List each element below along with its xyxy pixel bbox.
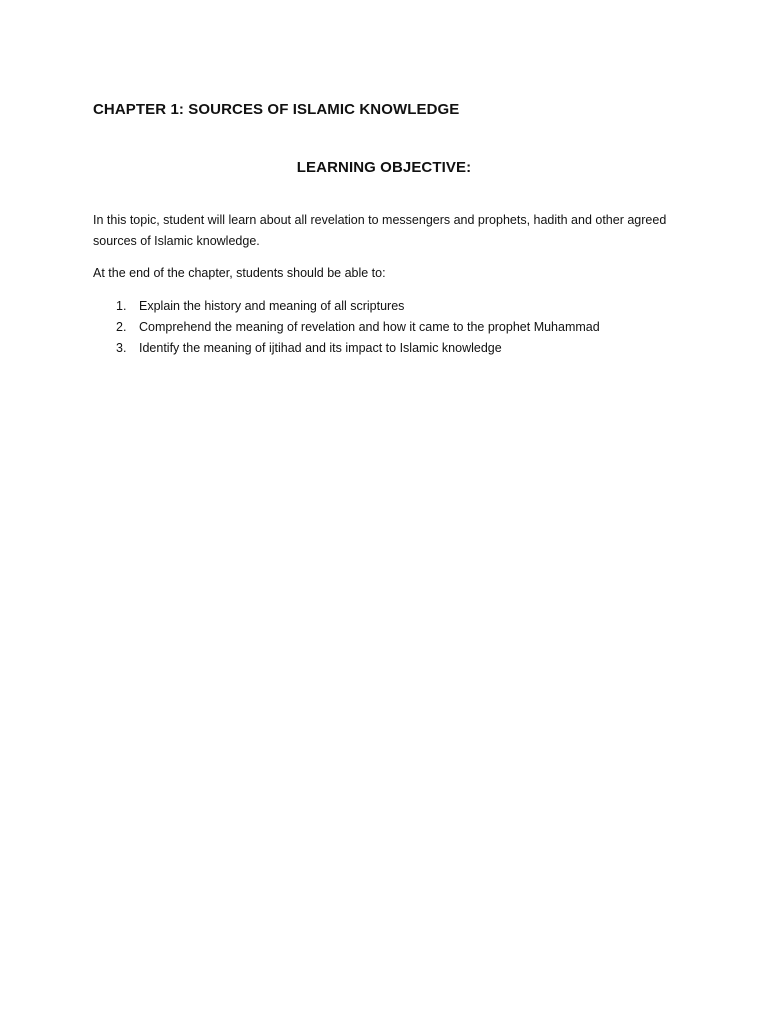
chapter-title: CHAPTER 1: SOURCES OF ISLAMIC KNOWLEDGE	[93, 101, 460, 118]
objective-text: Identify the meaning of ijtihad and its impact to Islamic knowledge	[139, 341, 502, 355]
objective-text: Explain the history and meaning of all scriptures	[139, 299, 405, 313]
objective-number-label: 2.	[116, 320, 127, 334]
objective-item-3	[93, 339, 600, 360]
objective-number-label: 3.	[116, 341, 127, 355]
intro-paragraph: In this topic, student will learn about all revelation to messengers and prophets, hadith and other agreed sources of Islamic knowledge.	[93, 213, 667, 248]
objective-number-label: 1.	[116, 299, 127, 313]
objective-item-2	[93, 318, 600, 339]
objective-item-1	[93, 297, 600, 318]
objective-number	[93, 297, 139, 318]
objective-text: Comprehend the meaning of revelation and how it came to the prophet Muhammad	[139, 320, 600, 334]
objectives-list	[93, 297, 600, 360]
objective-number	[93, 339, 139, 360]
objective-number	[93, 318, 139, 339]
learning-objective-heading: LEARNING OBJECTIVE:	[296, 159, 472, 176]
lead-paragraph: At the end of the chapter, students should be able to:	[93, 266, 386, 280]
